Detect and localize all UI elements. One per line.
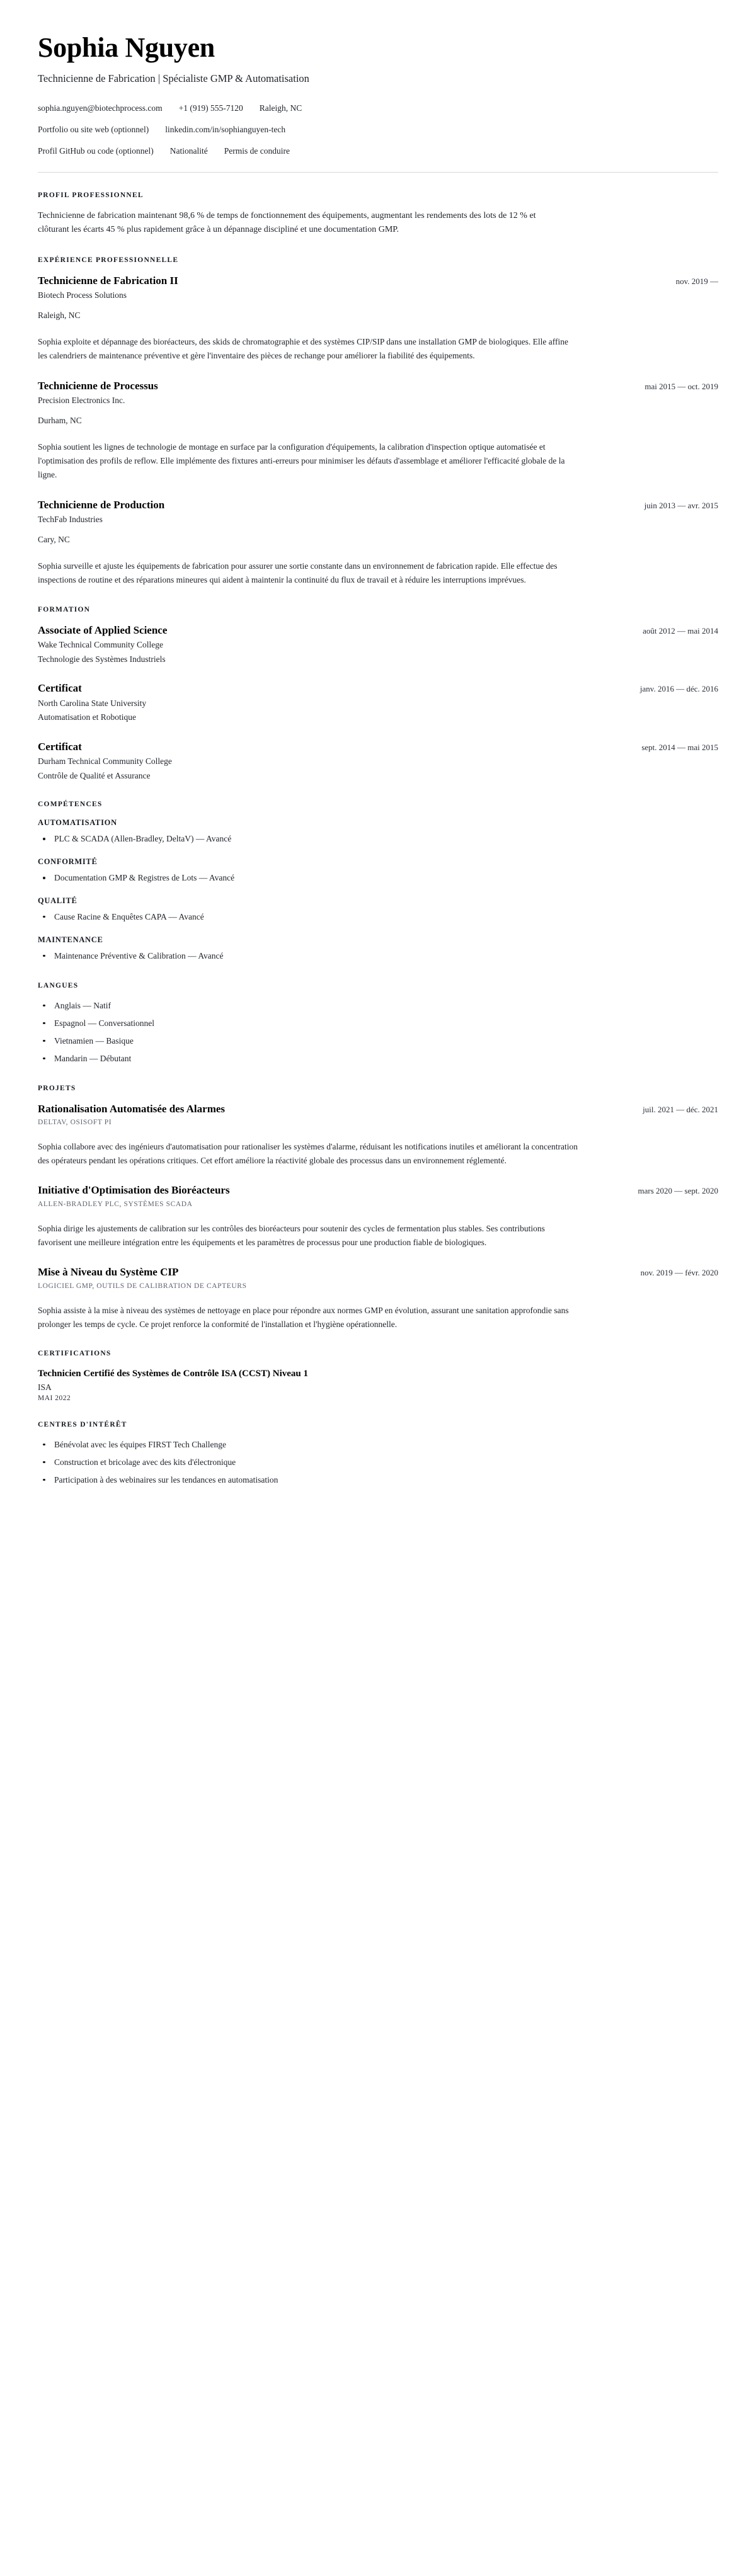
section-projects <box>38 1085 718 1331</box>
experience-location: Raleigh, NC <box>38 310 81 320</box>
education-entry-head <box>38 740 718 753</box>
experience-entry <box>38 498 718 587</box>
education-degree: Certificat <box>38 740 82 753</box>
education-entry-head <box>38 681 718 695</box>
language-item: Mandarin — Débutant <box>38 1052 718 1066</box>
section-title-education: FORMATION <box>38 606 91 614</box>
certification-issuer: ISA <box>38 1382 52 1392</box>
project-tags: LOGICIEL GMP, OUTILS DE CALIBRATION DE CAPTEURS <box>38 1282 247 1290</box>
section-languages <box>38 982 718 1066</box>
skill-item: PLC & SCADA (Allen-Bradley, DeltaV) — Avancé <box>38 833 718 846</box>
language-item: Anglais — Natif <box>38 1000 718 1013</box>
experience-entry <box>38 379 718 482</box>
experience-entry <box>38 274 718 363</box>
section-experience <box>38 256 718 587</box>
section-title-skills: COMPÉTENCES <box>38 801 103 809</box>
skill-item: Maintenance Préventive & Calibration — Avancé <box>38 950 718 963</box>
section-certifications <box>38 1350 718 1401</box>
skill-list <box>38 872 718 885</box>
experience-entry-head <box>38 379 718 392</box>
contact-linkedin[interactable]: linkedin.com/in/sophianguyen-tech <box>165 125 286 135</box>
project-tags: DELTAV, OSISOFT PI <box>38 1118 112 1126</box>
education-entry <box>38 624 718 665</box>
section-interests <box>38 1421 718 1487</box>
education-date: août 2012 — mai 2014 <box>643 626 718 636</box>
skill-list <box>38 950 718 963</box>
interest-item: Construction et bricolage avec des kits d'électronique <box>38 1456 718 1469</box>
education-school: North Carolina State University <box>38 698 147 708</box>
education-field: Contrôle de Qualité et Assurance <box>38 770 151 780</box>
experience-company: Biotech Process Solutions <box>38 290 127 300</box>
skill-group <box>38 857 718 885</box>
section-title-projects: PROJETS <box>38 1084 76 1092</box>
education-entry <box>38 681 718 723</box>
contact-email[interactable]: sophia.nguyen@biotechprocess.com <box>38 103 163 113</box>
experience-entry-head <box>38 498 718 511</box>
candidate-name: Sophia Nguyen <box>38 32 215 63</box>
project-name: Mise à Niveau du Système CIP <box>38 1266 179 1279</box>
experience-entry-head <box>38 274 718 287</box>
project-entry-head <box>38 1265 718 1279</box>
resume-header <box>38 33 718 173</box>
contact-location: Raleigh, NC <box>259 103 302 113</box>
project-description: Sophia assiste à la mise à niveau des systèmes de nettoyage en place pour répondre aux normes GMP en évolution, assurant une sanitation approfondie sans prolonger les temps de cycle. Ce projet renforce la conformité de l'installation et l'hygiène opérationnelle. <box>38 1305 569 1329</box>
section-skills <box>38 801 718 963</box>
contact-row-tertiary <box>38 145 718 157</box>
skill-list <box>38 833 718 846</box>
project-entry-head <box>38 1102 718 1115</box>
project-date: nov. 2019 — févr. 2020 <box>640 1268 718 1278</box>
experience-location: Cary, NC <box>38 534 70 544</box>
certification-date: MAI 2022 <box>38 1394 71 1402</box>
project-description: Sophia dirige les ajustements de calibration sur les contrôles des bioréacteurs pour soutenir des cycles de fermentation plus stables. Ses contributions favorisent une meilleure intégration entre les équipements et les paramètres de processus pour une production fiable de biologiques. <box>38 1223 545 1247</box>
experience-company: Precision Electronics Inc. <box>38 396 125 406</box>
contact-driving-license: Permis de conduire <box>224 146 290 156</box>
header-divider <box>38 172 718 173</box>
project-entry <box>38 1102 718 1168</box>
project-date: mars 2020 — sept. 2020 <box>638 1186 718 1196</box>
education-school: Durham Technical Community College <box>38 756 172 767</box>
project-name: Initiative d'Optimisation des Bioréacteurs <box>38 1184 230 1197</box>
experience-company: TechFab Industries <box>38 515 103 525</box>
experience-role: Technicienne de Fabrication II <box>38 274 178 287</box>
education-date: janv. 2016 — déc. 2016 <box>639 684 718 694</box>
project-date: juil. 2021 — déc. 2021 <box>643 1104 718 1114</box>
section-title-certifications: CERTIFICATIONS <box>38 1350 112 1358</box>
section-title-experience: EXPÉRIENCE PROFESSIONNELLE <box>38 256 179 264</box>
contact-row-secondary <box>38 123 718 136</box>
contact-row-primary <box>38 102 718 115</box>
language-item: Espagnol — Conversationnel <box>38 1017 718 1030</box>
education-degree: Associate of Applied Science <box>38 624 168 637</box>
contact-github[interactable]: Profil GitHub ou code (optionnel) <box>38 146 154 156</box>
project-tags: ALLEN-BRADLEY PLC, SYSTÈMES SCADA <box>38 1200 193 1208</box>
project-name: Rationalisation Automatisée des Alarmes <box>38 1102 226 1115</box>
skill-list <box>38 911 718 924</box>
skill-item: Cause Racine & Enquêtes CAPA — Avancé <box>38 911 718 924</box>
experience-date: mai 2015 — oct. 2019 <box>644 381 718 391</box>
education-field: Automatisation et Robotique <box>38 712 136 722</box>
experience-description: Sophia soutient les lignes de technologie de montage en surface par la configuration d'équipements, la calibration d'inspection optique automatisée et l'optimisation des profils de reflow. Elle implémente des fixtures anti-erreurs pour minimiser les défauts d'assemblage et améliorer l'efficacité globale de la ligne. <box>38 442 565 480</box>
language-item: Vietnamien — Basique <box>38 1035 718 1048</box>
experience-role: Technicienne de Processus <box>38 379 158 392</box>
section-education <box>38 606 718 782</box>
section-profile <box>38 191 718 237</box>
candidate-headline: Technicienne de Fabrication | Spécialiste GMP & Automatisation <box>38 72 309 84</box>
certification-name: Technicien Certifié des Systèmes de Contrôle ISA (CCST) Niveau 1 <box>38 1369 309 1379</box>
experience-date: juin 2013 — avr. 2015 <box>644 500 718 510</box>
education-field: Technologie des Systèmes Industriels <box>38 654 166 664</box>
skill-group-name: MAINTENANCE <box>38 935 103 944</box>
education-school: Wake Technical Community College <box>38 640 164 650</box>
section-title-languages: LANGUES <box>38 981 79 989</box>
project-description: Sophia collabore avec des ingénieurs d'automatisation pour rationaliser les systèmes d'alarme, réduisant les notifications inutiles et améliorant la concentration des opérateurs pendant les opérations critiques. Cet effort améliore la réactivité globale des processus dans un environnement réglementé. <box>38 1141 578 1165</box>
profile-summary-text: Technicienne de fabrication maintenant 98,6 % de temps de fonctionnement des équipements, augmentant les rendements des lots de 12 % et clôturant les écarts 45 % plus rapidement grâce à un dépannage discipliné et une documentation GMP. <box>38 210 536 235</box>
education-date: sept. 2014 — mai 2015 <box>641 742 718 752</box>
section-title-interests: CENTRES D'INTÉRÊT <box>38 1420 127 1428</box>
education-entry <box>38 740 718 782</box>
project-entry <box>38 1183 718 1249</box>
skill-group <box>38 896 718 924</box>
certification-entry <box>38 1367 718 1401</box>
contact-nationality: Nationalité <box>169 146 208 156</box>
project-entry <box>38 1265 718 1331</box>
education-entry-head <box>38 624 718 637</box>
skill-group-name: CONFORMITÉ <box>38 857 98 867</box>
section-title-profile: PROFIL PROFESSIONNEL <box>38 191 144 199</box>
experience-description: Sophia surveille et ajuste les équipements de fabrication pour assurer une sortie constante dans un environnement de fabrication rapide. Elle effectue des inspections de routine et des réparations mineures qui aident à maintenir la continuité du flux de travail et à réduire les interruptions imprévues. <box>38 561 558 585</box>
experience-date: nov. 2019 — <box>675 276 718 286</box>
skill-group <box>38 818 718 846</box>
skill-group-name: AUTOMATISATION <box>38 818 117 828</box>
experience-role: Technicienne de Production <box>38 498 165 511</box>
interest-item: Participation à des webinaires sur les tendances en automatisation <box>38 1474 718 1487</box>
language-list <box>38 1000 718 1066</box>
skill-group-name: QUALITÉ <box>38 896 77 905</box>
interest-item: Bénévolat avec les équipes FIRST Tech Challenge <box>38 1439 718 1452</box>
education-degree: Certificat <box>38 682 82 695</box>
contact-phone[interactable]: +1 (919) 555-7120 <box>178 103 243 113</box>
interest-list <box>38 1439 718 1487</box>
experience-location: Durham, NC <box>38 415 82 425</box>
contact-portfolio[interactable]: Portfolio ou site web (optionnel) <box>38 125 149 135</box>
experience-description: Sophia exploite et dépannage des bioréacteurs, des skids de chromatographie et des systèmes CIP/SIP dans une installation GMP de biologiques. Elle affine les calendriers de maintenance préventive et gère l'inventaire des pièces de rechange pour améliorer la fiabilité des équipements. <box>38 337 568 361</box>
skill-group <box>38 935 718 963</box>
project-entry-head <box>38 1183 718 1197</box>
skill-item: Documentation GMP & Registres de Lots — Avancé <box>38 872 718 885</box>
